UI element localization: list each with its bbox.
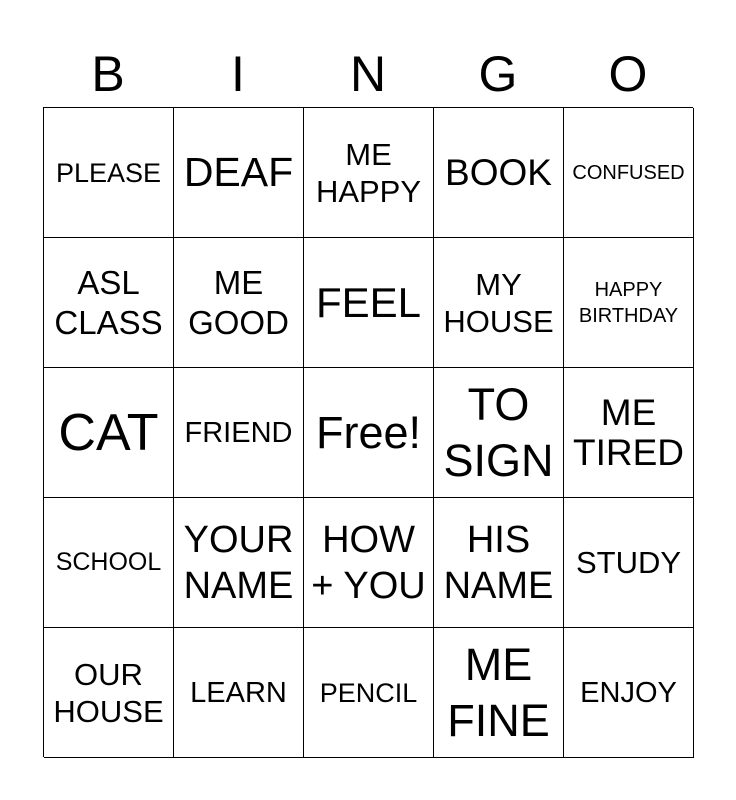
cell-label: ME GOOD: [188, 263, 289, 341]
cell-label: CAT: [58, 403, 159, 462]
bingo-cell[interactable]: [564, 498, 694, 628]
bingo-cell[interactable]: [434, 108, 564, 238]
cell-label: SCHOOL: [55, 548, 162, 576]
bingo-cell[interactable]: [564, 238, 694, 368]
cell-label: MY HOUSE: [443, 266, 554, 339]
bingo-grid: [43, 107, 693, 757]
bingo-cell[interactable]: [434, 238, 564, 368]
header-letter-n: N: [349, 46, 387, 102]
header-letter-o: O: [608, 46, 648, 102]
header-letter-g: G: [478, 46, 518, 102]
cell-label: ASL CLASS: [54, 263, 163, 341]
bingo-cell[interactable]: [174, 368, 304, 498]
header-letter-i: I: [231, 46, 245, 102]
header-letter-b: B: [91, 46, 125, 102]
cell-label: CONFUSED: [572, 161, 685, 184]
cell-label: ME FINE: [447, 638, 550, 746]
cell-label: FRIEND: [184, 416, 293, 449]
bingo-cell[interactable]: [44, 108, 174, 238]
bingo-cell[interactable]: [174, 498, 304, 628]
bingo-cell[interactable]: [434, 498, 564, 628]
bingo-cell[interactable]: [44, 498, 174, 628]
cell-label: YOUR NAME: [183, 518, 294, 607]
bingo-cell[interactable]: [174, 108, 304, 238]
cell-label: DEAF: [183, 149, 294, 195]
bingo-cell[interactable]: [304, 238, 434, 368]
bingo-cell[interactable]: [304, 108, 434, 238]
cell-label: HOW + YOU: [311, 518, 426, 607]
cell-label: HAPPY BIRTHDAY: [578, 278, 679, 327]
cell-label: PLEASE: [55, 157, 162, 188]
cell-label: PENCIL: [319, 677, 418, 708]
cell-label: BOOK: [445, 151, 552, 193]
cell-label: ME TIRED: [573, 391, 684, 473]
bingo-cell[interactable]: [304, 628, 434, 758]
bingo-cell[interactable]: [434, 368, 564, 498]
bingo-cell[interactable]: [304, 368, 434, 498]
bingo-cell[interactable]: [44, 238, 174, 368]
cell-label: HIS NAME: [443, 518, 554, 607]
bingo-cell[interactable]: [44, 628, 174, 758]
cell-label: ME HAPPY: [315, 136, 422, 209]
cell-label: Free!: [315, 406, 422, 458]
bingo-cell[interactable]: [304, 498, 434, 628]
bingo-cell[interactable]: [44, 368, 174, 498]
cell-label: TO SIGN: [443, 378, 554, 486]
cell-label: ENJOY: [580, 676, 677, 709]
bingo-cell[interactable]: [564, 628, 694, 758]
bingo-header: [43, 42, 693, 106]
bingo-cell[interactable]: [174, 238, 304, 368]
bingo-cell[interactable]: [434, 628, 564, 758]
cell-label: STUDY: [575, 545, 682, 580]
cell-label: OUR HOUSE: [53, 656, 164, 729]
cell-label: LEARN: [190, 676, 287, 709]
bingo-cell[interactable]: [564, 108, 694, 238]
bingo-cell[interactable]: [174, 628, 304, 758]
bingo-cell[interactable]: [564, 368, 694, 498]
cell-label: FEEL: [315, 278, 422, 326]
